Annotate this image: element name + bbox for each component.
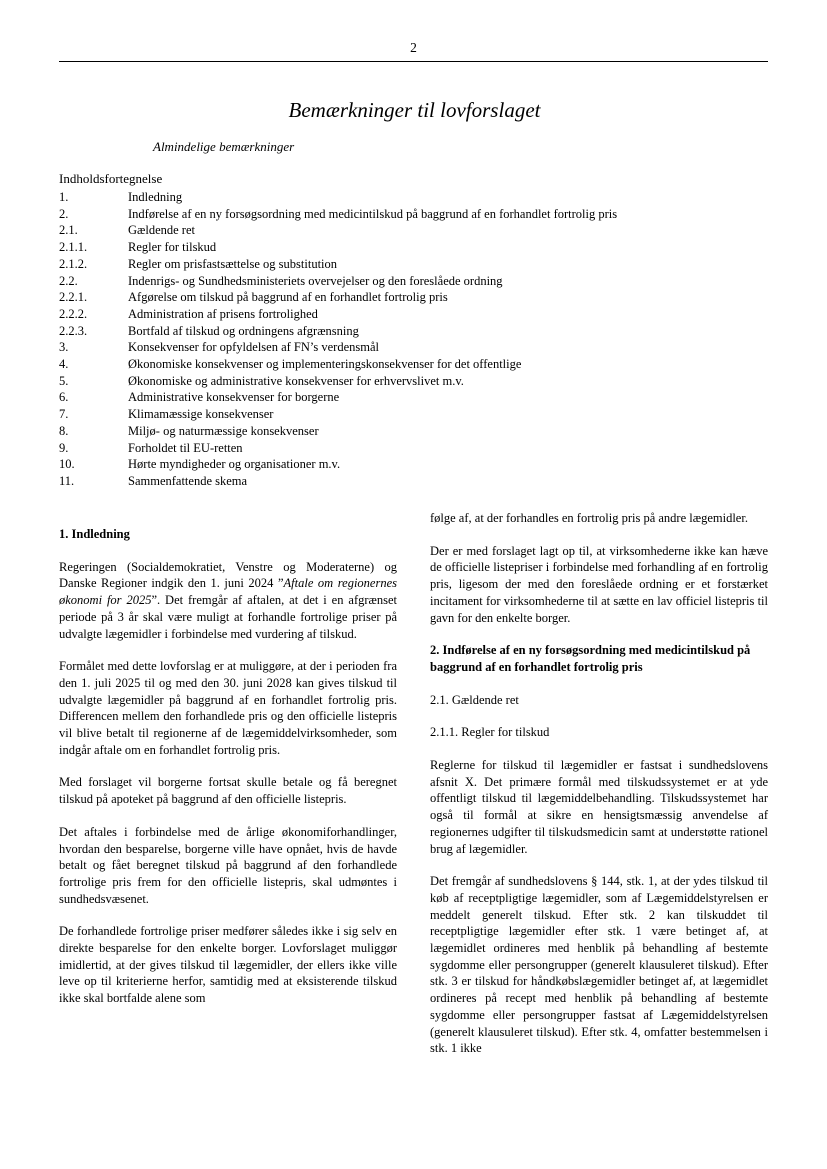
toc-item-number: 2.1.1. xyxy=(59,240,88,255)
toc-item-number: 4. xyxy=(59,357,69,372)
toc-item-text: Klimamæssige konsekvenser xyxy=(128,407,274,422)
section-heading-forsogsordning: 2. Indførelse af en ny forsøgsordning med medicintilskud på baggrund af en forhandlet fortrolig pris xyxy=(430,643,751,674)
toc-heading: Indholdsfortegnelse xyxy=(59,171,163,186)
paragraph: De forhandlede fortrolige priser medfører således ikke i sig selv en direkte besparelse for den enkelte borger. Lovforslaget muliggør imidlertid, at der gives tilskud til lægemidler, der ellers ikke ville leve op til kriterierne herfor, samtidig med at eksisterende tilskud ikke skal bortfalde alene som xyxy=(59,924,397,1006)
toc-item-number: 2.2.2. xyxy=(59,306,88,321)
paragraph-text: Regeringen (Socialdemokratiet, Venstre og Moderaterne) og Danske Regioner indgik den 1. juni 2024 ” xyxy=(59,559,397,591)
toc-item xyxy=(59,339,768,356)
toc-item xyxy=(59,206,768,223)
toc-item xyxy=(59,406,768,423)
paragraph: Det fremgår af sundhedslovens § 144, stk. 1, at der ydes tilskud til køb af receptpligtige lægemidler, som af Lægemiddelstyrelsen er meddelt generelt tilskud. Efter stk. 2 kan tilskuddet til receptpligtige lægemidler efter stk. 1 være betinget af, at lægemidlet ordineres med henblik på behandling af bestemte sygdomme eller persongrupper (generelt klausuleret tilskud). Efter stk. 3 er tilskud for håndkøbslægemidler betinget af, at lægemidlet ordineres på recept med henblik på behandling af bestemte sygdomme eller persongrupper fastsat af Lægemiddelstyrelsen (generelt klausuleret tilskud). Efter stk. 4, omfatter bestemmelsen i stk. 1 ikke xyxy=(430,874,768,1056)
toc-item xyxy=(59,356,768,373)
toc-item-number: 10. xyxy=(59,457,75,472)
toc-item-number: 8. xyxy=(59,423,69,438)
toc-item xyxy=(59,239,768,256)
toc-item-number: 2.2.3. xyxy=(59,323,88,338)
toc-item-text: Indledning xyxy=(128,190,183,204)
right-column xyxy=(430,510,768,1073)
toc-item-number: 6. xyxy=(59,390,69,405)
toc-item-number: 5. xyxy=(59,373,69,388)
toc-item-text: Administrative konsekvenser for borgerne xyxy=(128,390,340,405)
toc-item-text: Regler om prisfastsættelse og substitution xyxy=(128,256,338,271)
toc-item-text: Økonomiske og administrative konsekvenser for erhvervslivet m.v. xyxy=(128,373,464,388)
toc-item-text: Sammenfattende skema xyxy=(128,473,248,488)
paragraph: Der er med forslaget lagt op til, at virksomhederne ikke kan hæve de officielle listepriser i forbindelse med forhandling af en fortrolig pris, ligesom der med den foreslåede ordning er et forstærket incitament for virksomhederne til at sætte en lav officiel listepris til gavn for den enkelte borger. xyxy=(430,543,768,625)
document-subtitle: Almindelige bemærkninger xyxy=(153,139,295,154)
toc-item-text: Økonomiske konsekvenser og implementeringskonsekvenser for det offentlige xyxy=(128,357,522,372)
subsection-heading-gaeldende-ret: 2.1. Gældende ret xyxy=(430,692,519,707)
toc-item-number: 11. xyxy=(59,473,75,488)
toc-item xyxy=(59,373,768,390)
paragraph: Formålet med dette lovforslag er at muliggøre, at der i perioden fra den 1. juli 2025 til og med den 30. juni 2028 kan gives tilskud til udvalgte lægemidler på baggrund af en forhandlet fortrolig pris. Differencen mellem den forhandlede pris og den officielle listepris vil blive betalt til regionerne af de lægemiddelvirksomheder, som indgår aftale om en forhandlet fortrolig pris. xyxy=(59,659,397,757)
paragraph: følge af, at der forhandles en fortrolig pris på andre lægemidler. xyxy=(430,511,748,525)
toc-item-number: 2.1. xyxy=(59,223,78,238)
toc-item-number: 2.1.2. xyxy=(59,256,88,271)
toc-item xyxy=(59,389,768,406)
toc-item xyxy=(59,306,768,323)
header-rule xyxy=(59,61,768,62)
toc-item-text: Indførelse af en ny forsøgsordning med medicintilskud på baggrund af en forhandlet fortrolig pris xyxy=(128,206,618,221)
toc-item xyxy=(59,423,768,440)
toc-item-number: 2.2. xyxy=(59,273,78,288)
toc-item-number: 1. xyxy=(59,190,69,204)
toc-item xyxy=(59,440,768,457)
toc-item xyxy=(59,456,768,473)
toc-item-text: Hørte myndigheder og organisationer m.v. xyxy=(128,457,341,472)
toc-item-text: Bortfald af tilskud og ordningens afgrænsning xyxy=(128,323,359,338)
paragraph: Med forslaget vil borgerne fortsat skulle betale og få beregnet tilskud på apoteket på baggrund af den officielle listepris. xyxy=(59,775,397,807)
toc-item xyxy=(59,222,768,239)
toc-item-text: Administration af prisens fortrolighed xyxy=(128,306,318,321)
toc-item xyxy=(59,323,768,340)
toc-item-number: 7. xyxy=(59,407,69,422)
paragraph: Det aftales i forbindelse med de årlige økonomiforhandlinger, hvordan den besparelse, borgerne ville have opnået, hvis de havde betalt og fået beregnet tilskud på baggrund af den forhandlede fortrolige pris frem for den officielle listepris, skal udmøntes i sundhedsvæsenet. xyxy=(59,824,397,906)
toc-item-number: 2.2.1. xyxy=(59,290,88,305)
paragraph xyxy=(59,559,397,643)
left-column xyxy=(59,510,397,1023)
toc-item xyxy=(59,289,768,306)
toc-item-text: Miljø- og naturmæssige konsekvenser xyxy=(128,423,319,438)
toc-item-number: 3. xyxy=(59,340,69,355)
toc-item xyxy=(59,273,768,290)
toc-item-text: Gældende ret xyxy=(128,223,195,238)
toc-item-number: 2. xyxy=(59,206,69,221)
table-of-contents xyxy=(59,189,768,490)
toc-item-text: Indenrigs- og Sundhedsministeriets overvejelser og den foreslåede ordning xyxy=(128,273,503,288)
toc-item-text: Forholdet til EU-retten xyxy=(128,440,243,455)
paragraph-text: ”. Det fremgår af aftalen, at det i en afgrænset periode på 3 år skal være muligt at forhandle fortrolige priser på udvalgte lægemidler i forbindelse med vurdering af tilskud. xyxy=(59,593,397,641)
document-title: Bemærkninger til lovforslaget xyxy=(288,98,541,122)
section-heading-indledning: 1. Indledning xyxy=(59,527,130,541)
subsection-heading-regler-for-tilskud: 2.1.1. Regler for tilskud xyxy=(430,725,550,740)
toc-item-number: 9. xyxy=(59,440,69,455)
toc-item xyxy=(59,473,768,490)
paragraph: Reglerne for tilskud til lægemidler er fastsat i sundhedslovens afsnit X. Det primære formål med tilskudssystemet er at yde offentligt tilskud til lægemiddelbehandling. Tilskudssystemet har også til formål at sikre en hensigtsmæssig anvendelse af regionernes udgifter til tilskudsmedicin samt at understøtte rationel brug af lægemidler. xyxy=(430,758,768,856)
toc-item-text: Konsekvenser for opfyldelsen af FN’s verdensmål xyxy=(128,340,379,355)
toc-item xyxy=(59,256,768,273)
agreement-title: Aftale om regionernes økonomi for 2025 xyxy=(59,576,397,608)
page-number: 2 xyxy=(410,40,417,55)
toc-item-text: Afgørelse om tilskud på baggrund af en forhandlet fortrolig pris xyxy=(128,290,448,305)
toc-item-text: Regler for tilskud xyxy=(128,240,217,255)
toc-item xyxy=(59,189,768,206)
